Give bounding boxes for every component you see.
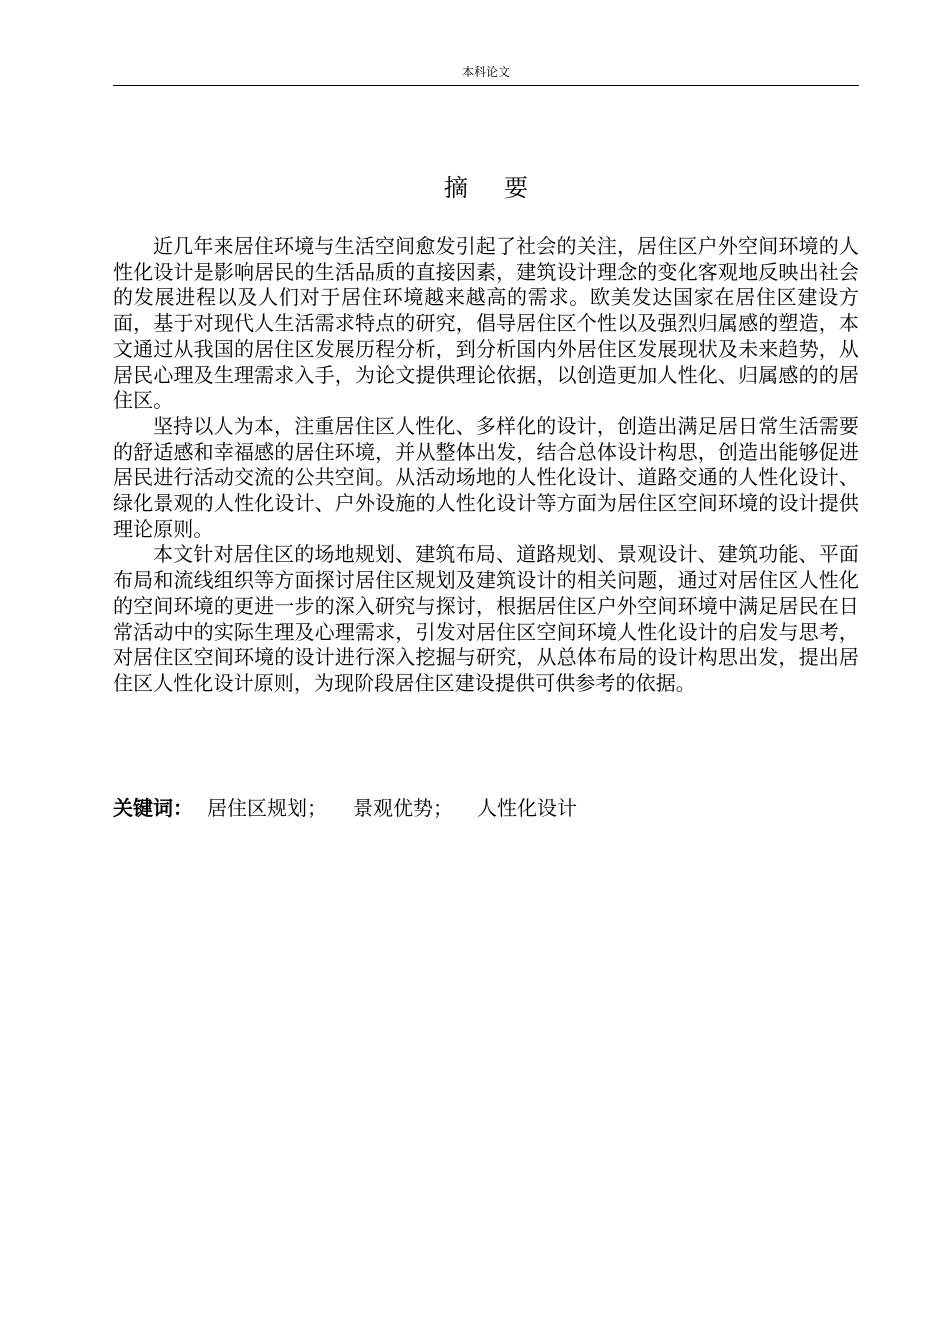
- abstract-paragraph: 近几年来居住环境与生活空间愈发引起了社会的关注，居住区户外空间环境的人性化设计是影响居民的生活品质的直接因素，建筑设计理念的变化客观地反映出社会的发展进程以及人们对于居住环境越来越高的需求。欧美发达国家在居住区建设方面，基于对现代人生活需求特点的研究，倡导居住区个性以及强烈归属感的塑造，本文通过从我国的居住区发展历程分析，到分析国内外居住区发展现状及未来趋势，从居民心理及生理需求入手，为论文提供理论依据，以创造更加人性化、归属感的的居住区。: [113, 234, 859, 413]
- abstract-body: [113, 234, 859, 697]
- keywords-line: [113, 794, 859, 822]
- keywords-label: 关键词：: [113, 796, 193, 820]
- page-header: [113, 63, 859, 86]
- header-text: 本科论文: [461, 65, 510, 79]
- keyword-item: 景观优势；: [353, 796, 453, 820]
- keyword-item: 人性化设计: [477, 796, 577, 820]
- keyword-item: 居住区规划；: [207, 796, 327, 820]
- abstract-paragraph: 本文针对居住区的场地规划、建筑布局、道路规划、景观设计、建筑功能、平面布局和流线组织等方面探讨居住区规划及建筑设计的相关问题，通过对居住区人性化的空间环境的更进一步的深入研究与探讨，根据居住区户外空间环境中满足居民在日常活动中的实际生理及心理需求，引发对居住区空间环境人性化设计的启发与思考，对居住区空间环境的设计进行深入挖掘与研究，从总体布局的设计构思出发，提出居住区人性化设计原则，为现阶段居住区建设提供可供参考的依据。: [113, 542, 859, 695]
- abstract-paragraph: 坚持以人为本，注重居住区人性化、多样化的设计，创造出满足居日常生活需要的舒适感和幸福感的居住环境，并从整体出发，结合总体设计构思，创造出能够促进居民进行活动交流的公共空间。从活动场地的人性化设计、道路交通的人性化设计、绿化景观的人性化设计、户外设施的人性化设计等方面为居住区空间环境的设计提供理论原则。: [113, 413, 859, 541]
- abstract-title: 摘要: [444, 174, 564, 202]
